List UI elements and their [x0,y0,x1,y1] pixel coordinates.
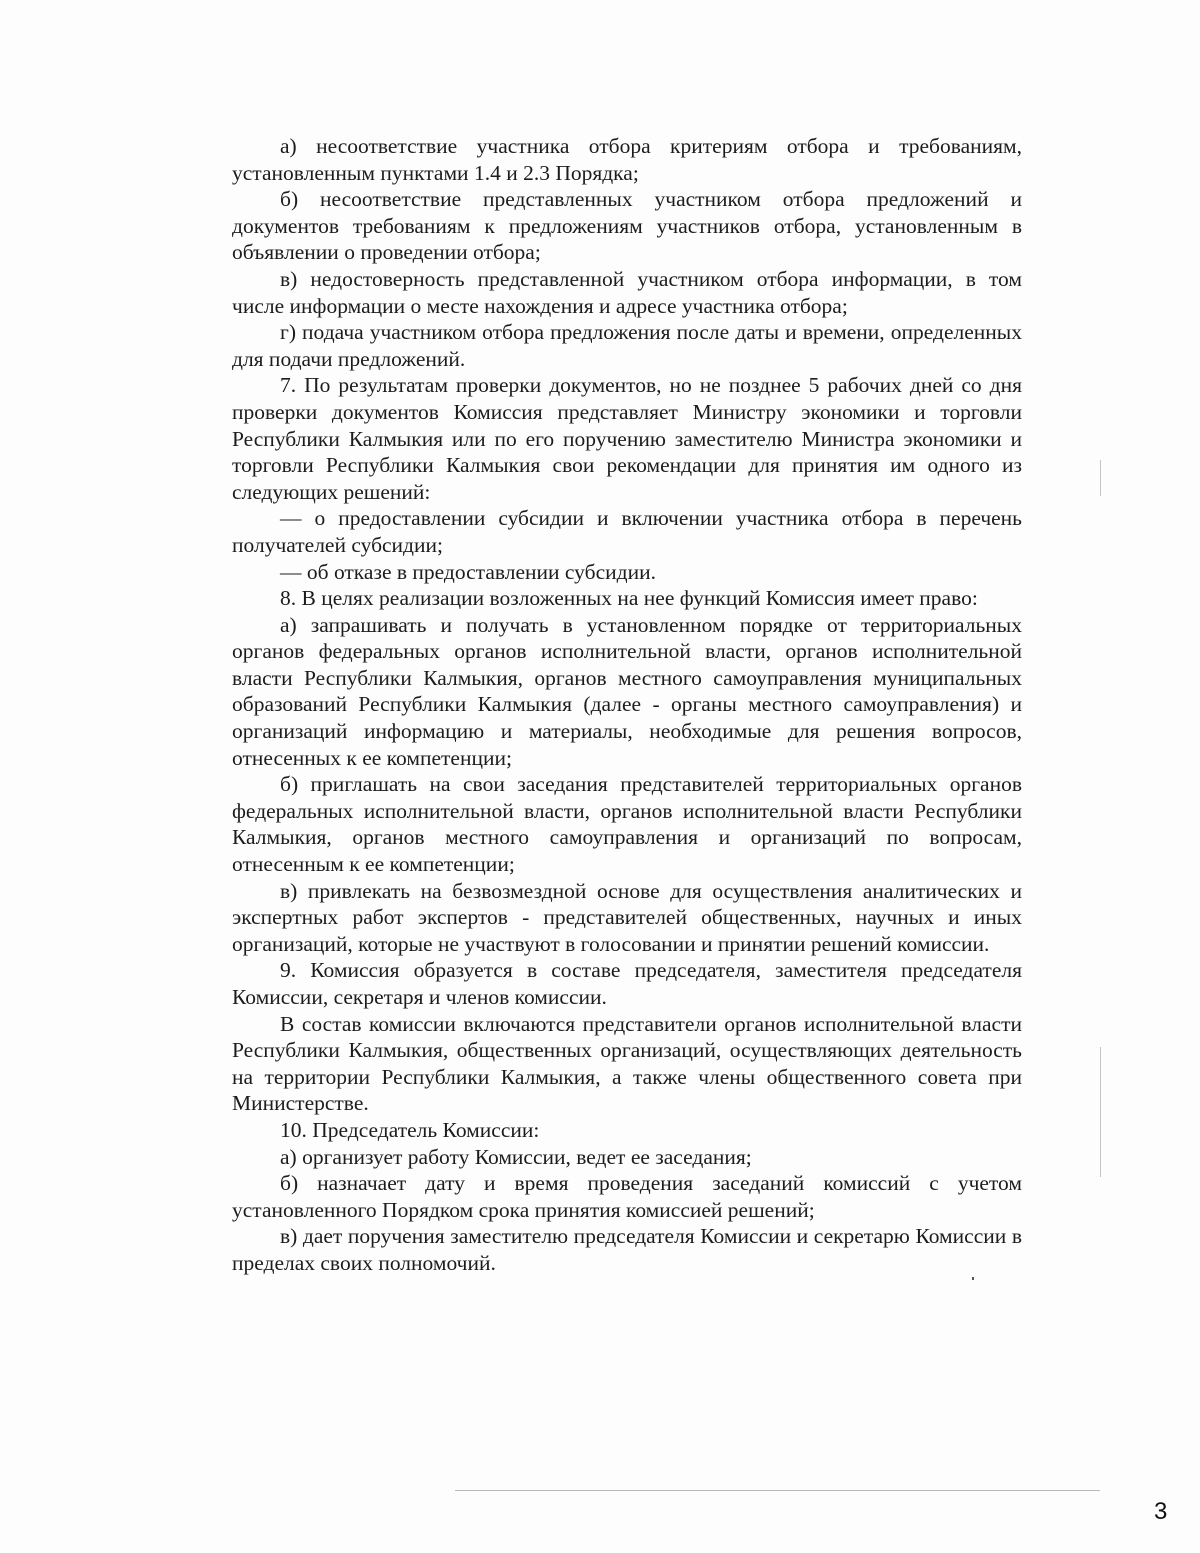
document-body [232,133,1022,1277]
scan-artifact-line [1100,1047,1101,1177]
footer-rule [455,1490,1100,1491]
paragraph-7-option-grant: — о предоставлении субсидии и включении участника отбора в перечень получателей субсидии; [232,506,1022,557]
paragraph-7: 7. По результатам проверки документов, но не позднее 5 рабочих дней со дня проверки документов Комиссия представляет Министру экономики и торговли Республики Калмыкия или по его поручению заместителю Министра экономики и торговли Республики Калмыкия свои рекомендации для принятия им одного из следующих решений: [232,373,1022,504]
paragraph-7-option-refuse: — об отказе в предоставлении субсидии. [280,559,656,584]
paragraph-10b: б) назначает дату и время проведения заседаний комиссий с учетом установленного Порядком срока принятия комиссией решений; [232,1171,1022,1222]
paragraph-10: 10. Председатель Комиссии: [280,1117,540,1142]
paragraph-9: 9. Комиссия образуется в составе председателя, заместителя председателя Комиссии, секретаря и членов комиссии. [232,958,1022,1009]
paragraph-9-composition: В состав комиссии включаются представители органов исполнительной власти Республики Калмыкия, общественных организаций, осуществляющих деятельность на территории Республики Калмыкия, а также члены общественного совета при Министерстве. [232,1011,1022,1116]
paragraph-1c: в) недостоверность представленной участником отбора информации, в том числе информации о месте нахождения и адресе участника отбора; [232,266,1022,318]
paragraph-10c: в) дает поручения заместителю председателя Комиссии и секретарю Комиссии в пределах своих полномочий. [232,1224,1022,1275]
paragraph-8b: б) приглашать на свои заседания представителей территориальных органов федеральных исполнительной власти, органов исполнительной власти Республики Калмыкия, органов местного самоуправления и организаций по вопросам, отнесенным к ее компетенции; [232,772,1022,877]
paragraph-1a: а) несоответствие участника отбора критериям отбора и требованиям, установленным пунктами 1.4 и 2.3 Порядка; [232,134,1022,185]
paragraph-8: 8. В целях реализации возложенных на нее функций Комиссия имеет право: [280,586,978,611]
scan-artifact-line [1100,460,1101,496]
paragraph-1d: г) подача участником отбора предложения после даты и времени, определенных для подачи предложений. [232,320,1022,371]
paragraph-8a: а) запрашивать и получать в установленном порядке от территориальных органов федеральных органов исполнительной власти, органов исполнительной власти Республики Калмыкия, органов местного самоуправления муниципальных образований Республики Калмыкия (далее - органы местного самоуправления) и организаций информацию и материалы, необходимые для решения вопросов, отнесенных к ее компетенции; [232,612,1022,770]
paragraph-8c: в) привлекать на безвозмездной основе для осуществления аналитических и экспертных работ экспертов - представителей общественных, научных и иных организаций, которые не участвуют в голосовании и принятии решений комиссии. [232,878,1022,956]
paragraph-1b: б) несоответствие представленных участником отбора предложений и документов требованиям к предложениям участников отбора, установленным в объявлении о проведении отбора; [232,187,1022,265]
page-number: 3 [1154,1498,1168,1525]
paragraph-10a: а) организует работу Комиссии, ведет ее заседания; [280,1144,752,1169]
scan-artifact-speck [972,1277,974,1280]
